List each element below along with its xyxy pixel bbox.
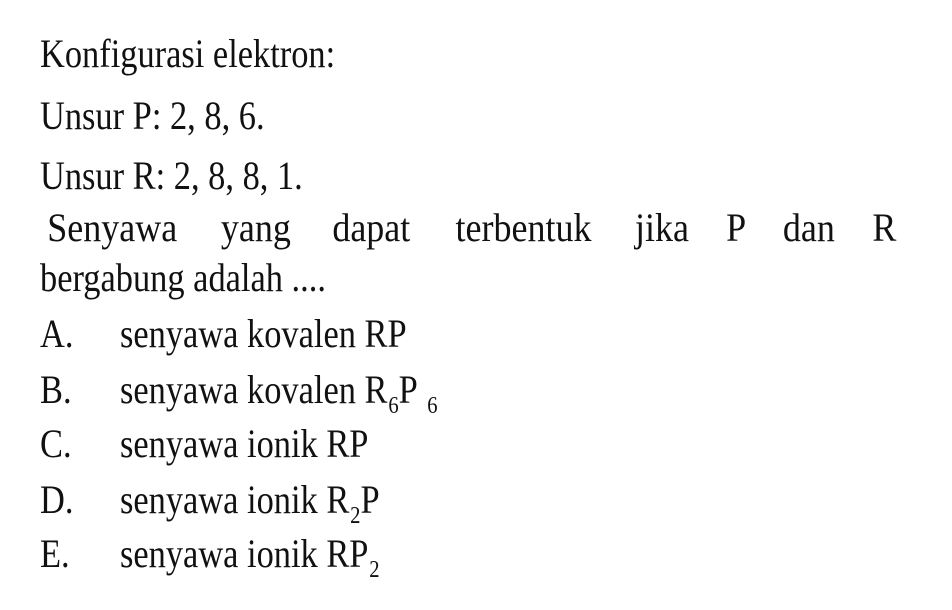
option-text-part: senyawa ionik R <box>120 477 350 522</box>
subscript: 2 <box>350 503 361 529</box>
question-word: dapat <box>332 205 411 250</box>
option-letter: A. <box>40 311 74 356</box>
question-line-1 <box>40 204 898 252</box>
option-text-part: senyawa ionik RP <box>120 531 369 576</box>
option-text-part: P <box>398 367 418 412</box>
option-letter: C. <box>40 421 72 466</box>
question-line-2: bergabung adalah .... <box>40 255 326 300</box>
option-text <box>120 476 380 530</box>
option-letter: D. <box>40 477 74 522</box>
heading-text: Konfigurasi elektron: <box>40 31 336 76</box>
question-word: dan <box>783 205 836 250</box>
option-letter: E. <box>40 531 70 576</box>
subscript: 2 <box>369 557 380 583</box>
question-word: terbentuk <box>455 205 592 250</box>
option-letter: B. <box>40 367 72 412</box>
question-word: Senyawa <box>47 205 178 250</box>
option-text-part: P <box>360 477 380 522</box>
option-text-part: senyawa kovalen R <box>120 367 388 412</box>
unsur-p-text: Unsur P: 2, 8, 6. <box>40 93 265 138</box>
option-text <box>120 366 438 420</box>
question-word: P <box>726 205 747 250</box>
option-text: senyawa ionik RP <box>120 421 369 466</box>
subscript: 6 <box>388 393 399 419</box>
question-word: yang <box>221 205 292 250</box>
question-word: R <box>872 205 897 250</box>
option-text <box>120 530 380 584</box>
unsur-r-text: Unsur R: 2, 8, 8, 1. <box>40 153 303 198</box>
option-text: senyawa kovalen RP <box>120 311 407 356</box>
subscript: 6 <box>427 393 438 419</box>
question-word: jika <box>635 205 690 250</box>
